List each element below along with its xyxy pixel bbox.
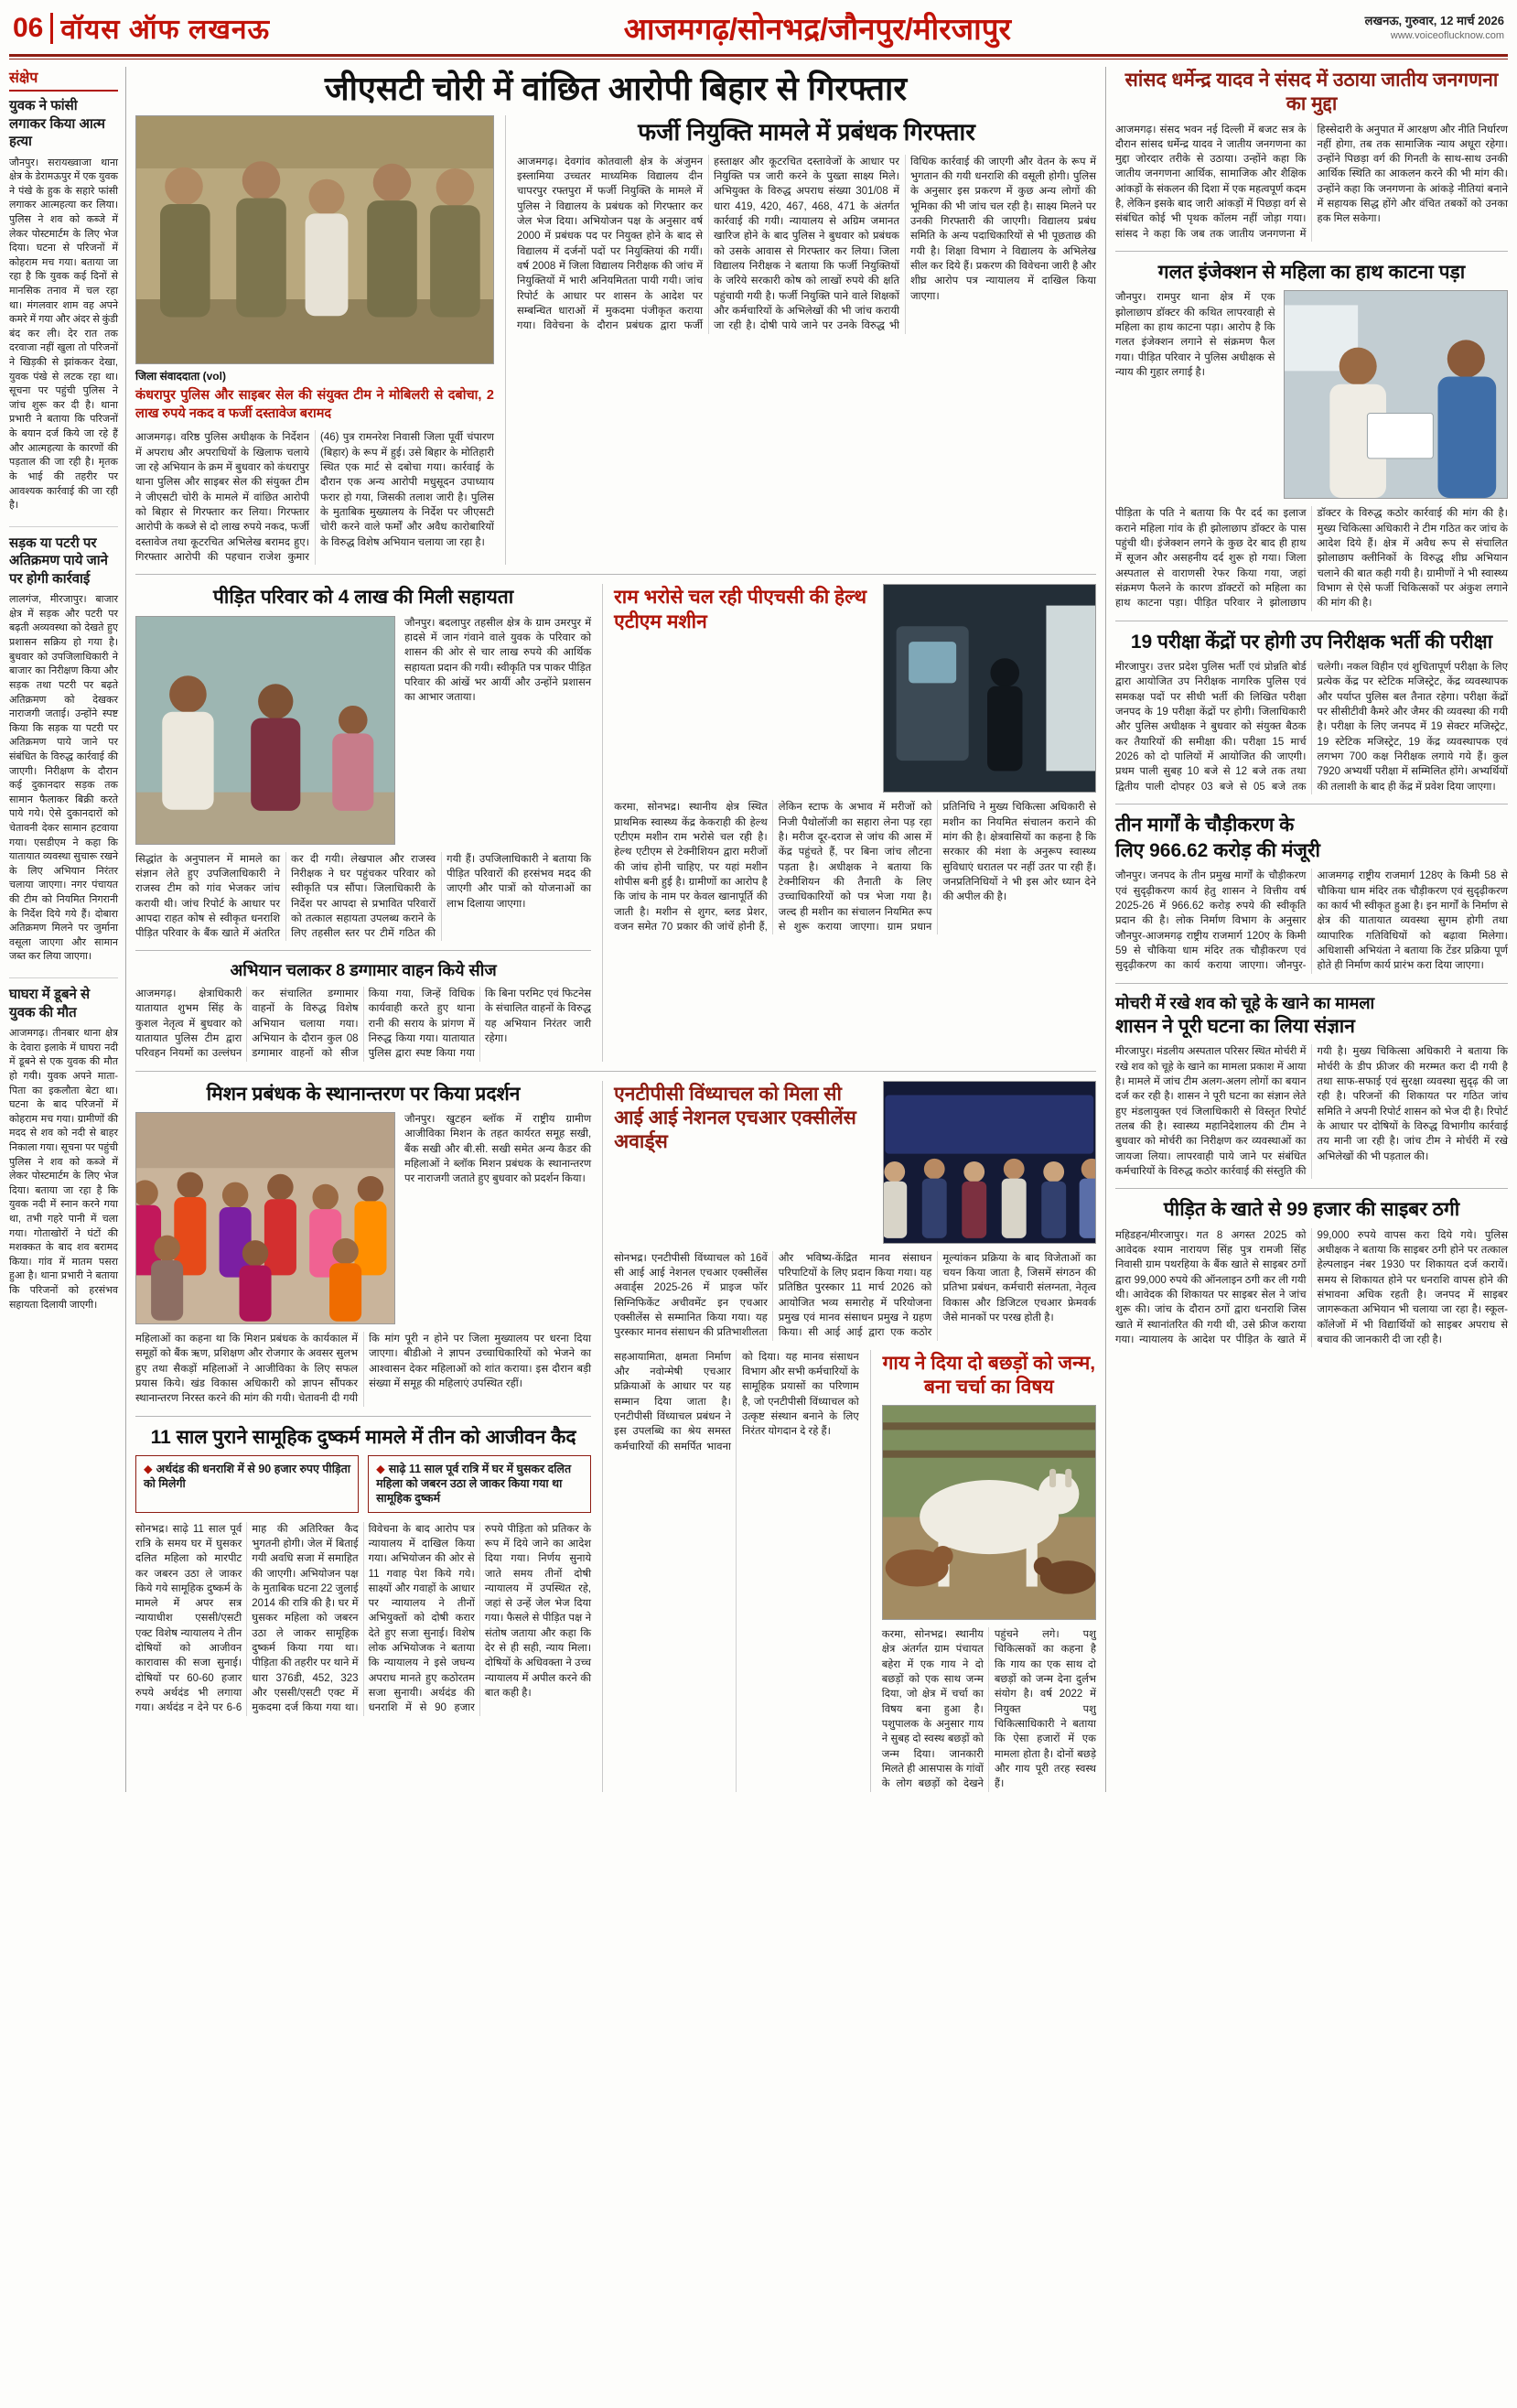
date-line: लखनऊ, गुरुवार, 12 मार्च 2026 (1364, 13, 1504, 27)
protest-photo-image (136, 1113, 394, 1323)
ntpc-award-headline: एनटीपीसी विंध्याचल को मिला सी आई आई नेशनल एचआर एक्सीलेंस अवार्ड्स (614, 1083, 856, 1153)
brief-article-drowning (9, 986, 118, 1312)
arrest-photo (135, 115, 494, 364)
divider (1115, 251, 1508, 252)
compensation-headline: पीड़ित परिवार को 4 लाख की मिली सहायता (212, 587, 514, 609)
center-middle-right (602, 584, 1096, 1061)
injection-victim-photo (1284, 290, 1508, 499)
brief-title: युवक ने फांसी लगाकर किया आत्म हत्या (9, 98, 105, 149)
protest-body: महिलाओं का कहना था कि मिशन प्रबंधक के कार्यकाल में समूहों को बैंक ऋण, प्रशिक्षण और रोजगार के अवसर सुलभ हुए तथा सैकड़ों महिलाओं ने आजीविका के लिए सफल प्रयास किये। खंड विकास अधिकारी को ज्ञापन सौंपकर स्थानान्तरण निरस्त करने की मांग की गयी। चेतावनी दी गयी कि मांग पूरी न होने पर जिला मुख्यालय पर धरना दिया जाएगा। बीडीओ ने ज्ञापन उच्चाधिकारियों को भेजने का आश्वासन देकर महिलाओं को शांत कराया। इस दौरान बड़ी संख्या में समूह की महिलाएं उपस्थित रहीं। (135, 1333, 592, 1405)
family-photo-image (136, 617, 394, 844)
fake-appointment-headline: फर्जी नियुक्ति मामले में प्रबंधक गिरफ्तार (638, 118, 975, 146)
vehicles-seized-headline: अभियान चलाकर 8 डग्गामार वाहन किये सीज (230, 961, 497, 980)
injection-body-side: जौनपुर। रामपुर थाना क्षेत्र में एक झोलाछाप डॉक्टर की कथित लापरवाही से महिला का हाथ काटना पड़ा। आरोप है कि गलत इंजेक्शन लगाने से संक्रमण फैल गया। पीड़ित परिवार ने पुलिस अधीक्षक से न्याय की गुहार लगाई है। (1115, 292, 1275, 379)
ntpc-award-body: सोनभद्र। एनटीपीसी विंध्याचल को 16वें सी आई आई नेशनल एचआर एक्सीलेंस अवार्ड्स 2025-26 में प्राइज फॉर सिग्निफिकेंट अचीवमेंट इन एचआर एक्सीलेंस से सम्मानित किया गया। यह पुरस्कार मानव संसाधन की प्रतिभाशीलता और भविष्य-केंद्रित मानव संसाधन परिपाटियों के लिए प्रदान किया गया। यह प्रतिष्ठित पुरस्कार 11 मार्च 2026 को आयोजित भव्य समारोह में परियोजना प्रमुख एवं मानव संसाधन प्रमुख ने ग्रहण किया। सी आई आई द्वारा एक कठोर मूल्यांकन प्रक्रिया के बाद विजेताओं का चयन किया जाता है, जिसमें संगठन की प्रतिभा प्रबंधन, कर्मचारी संलग्नता, नेतृत्व विकास और डिजिटल एचआर फ्रेमवर्क जैसे मानकों पर परख होती है। (614, 1252, 1096, 1339)
compensation-body-side: जौनपुर। बदलापुर तहसील क्षेत्र के ग्राम उमरपुर में हादसे में जान गंवाने वाले युवक के परिवार को शासन की ओर से चार लाख रुपये की आर्थिक सहायता प्रदान की गयी। स्वीकृति पत्र पाकर पीड़ित परिवार की आंखें भर आयीं और उन्होंने प्रशासन का आभार जताया। (403, 617, 592, 704)
roads-headline-line1: तीन मार्गों के चौड़ीकरण के (1115, 814, 1295, 836)
compensation-body: सिद्धांत के अनुपालन में मामले का संज्ञान लेते हुए उपजिलाधिकारी ने राजस्व टीम को गांव भेजकर जांच करायी थी। जांच रिपोर्ट के आधार पर आपदा राहत कोष से स्वीकृत धनराशि पीड़ित परिवार के बैंक खाते में अंतरित कर दी गयी। लेखपाल और राजस्व निरीक्षक ने घर पहुंचकर परिवार को स्वीकृति पत्र सौंपा। जिलाधिकारी के निर्देश पर आपदा से प्रभावित परिवारों को तत्काल सहायता उपलब्ध कराने के लिए तहसील स्तर पर टीमें गठित की गयी हैं। उपजिलाधिकारी ने बताया कि पीड़ित परिवारों की हरसंभव मदद की जाएगी और पात्रों को योजनाओं का लाभ दिलाया जाएगा। (135, 853, 592, 940)
morgue-body: मीरजापुर। मंडलीय अस्पताल परिसर स्थित मोर्चरी में रखे शव को चूहे के खाने का मामला प्रकाश में आया है। मामले में जांच टीम अलग-अलग लोगों का बयान दर्ज कर रही है। शासन ने पूरी घटना का संज्ञान लेते हुए मंडलायुक्त एवं जिलाधिकारी से विस्तृत रिपोर्ट तलब की है। स्वास्थ्य महानिदेशालय की टीम ने बुधवार को मोर्चरी का निरीक्षण कर व्यवस्थाओं का जायजा लिया। लापरवाही पाये जाने पर संबंधित कर्मचारियों के विरुद्ध कठोर कार्रवाई की संस्तुति की गयी है। मुख्य चिकित्सा अधिकारी ने बताया कि मोर्चरी के डीप फ्रीजर की मरम्मत करा दी गयी है तथा साफ-सफाई एवं सुरक्षा व्यवस्था सुदृढ़ की जा रही है। परिजनों की शिकायत पर गठित जांच समिति ने अपनी रिपोर्ट शासन को भेज दी है। रिपोर्ट के आधार पर दोषियों के विरुद्ध विभागीय कार्रवाई तय मानी जा रही है। जांच टीम ने मोर्चरी में रखे अभिलेखों की भी पड़ताल की। (1115, 1046, 1508, 1178)
cow-article (870, 1350, 1096, 1792)
fake-appointment-article (505, 115, 1096, 565)
morgue-article (1115, 993, 1508, 1180)
brief-title: घाघरा में डूबने से युवक की मौत (9, 987, 91, 1020)
protest-body-side: जौनपुर। खुटहन ब्लॉक में राष्ट्रीय ग्रामीण आजीविका मिशन के तहत कार्यरत समूह सखी, बैंक सखी और बी.सी. सखी समेत अन्य कैडर की महिलाओं ने ब्लॉक मिशन प्रबंधक के स्थानान्तरण पर नाराजगी जताते हुए बुधवार को प्रदर्शन किया। (403, 1113, 592, 1185)
masthead (9, 5, 1508, 52)
center-bottom-right (602, 1081, 1096, 1792)
census-body: आजमगढ़। संसद भवन नई दिल्ली में बजट सत्र के दौरान सांसद धर्मेन्द्र यादव ने जातीय जनगणना का मुद्दा जोरदार तरीके से उठाया। उन्होंने कहा कि जातीय जनगणना आर्थिक, सामाजिक और शैक्षिक आंकड़ों के संकलन की दिशा में एक महत्वपूर्ण कदम है, लेकिन इसके बाद जारी आंकड़ों में पिछड़ा वर्ग से संबंधित कोई भी पृथक कॉलम नहीं जोड़ा गया। सांसद ने कहा कि जब तक जातीय जनगणना में हिस्सेदारी के अनुपात में आरक्षण और नीति निर्धारण नहीं होगा, तब तक सामाजिक न्याय अधूरा रहेगा। उन्होंने पिछड़ा वर्ग की गिनती के साथ-साथ उनकी आर्थिक स्थिति का आकलन करने की भी मांग की। उन्होंने कहा कि जनगणना के आंकड़े नीतियां बनाने में सहायक सिद्ध होंगे और वंचित तबकों को उनका हक मिल सकेगा। (1115, 124, 1508, 240)
cyber-article (1115, 1198, 1508, 1347)
morgue-headline-line1: मोचरी में रखे शव को चूहे के खाने का मामला (1115, 993, 1375, 1012)
divider (1115, 1188, 1508, 1189)
divider (135, 574, 1096, 575)
health-atm-photo-image (884, 585, 1095, 792)
health-atm-headline: राम भरोसे चल रही पीएचसी की हेल्थ एटीएम मशीन (614, 587, 867, 632)
cow-calves-photo-image (883, 1406, 1095, 1619)
gst-arrest-left (135, 115, 494, 565)
right-column (1105, 67, 1508, 1792)
region-line: आजमगढ़/सोनभद्र/जौनपुर/मीरजापुर (623, 12, 1011, 46)
exam-article (1115, 631, 1508, 794)
masthead-rule (9, 54, 1508, 59)
rape-case-box-1-text: अर्थदंड की धनराशि में से 90 हजार रुपए पीड़िता को मिलेगी (144, 1462, 351, 1491)
injection-body: पीड़िता के पति ने बताया कि पैर दर्द का इलाज कराने महिला गांव के ही झोलाछाप डॉक्टर के पास पहुंची थी। इंजेक्शन लगने के कुछ देर बाद ही हाथ में सूजन और असहनीय दर्द शुरू हो गया। जिला अस्पताल से वाराणसी रेफर किया गया, जहां संक्रमण फैलने के कारण डॉक्टरों को महिला का हाथ काटना पड़ा। पीड़ित परिवार ने झोलाछाप डॉक्टर के विरुद्ध कठोर कार्रवाई की मांग की है। मुख्य चिकित्सा अधिकारी ने टीम गठित कर जांच के आदेश दिये हैं। क्षेत्र में अवैध रूप से संचालित झोलाछाप क्लीनिकों के विरुद्ध शीघ्र अभियान चलाने की बात कही गयी है। ग्रामीणों ने भी स्वास्थ्य विभाग से ऐसे फर्जी चिकित्सकों पर अंकुश लगाने की मांग की है। (1115, 508, 1508, 610)
center-bottom-row (135, 1081, 1096, 1792)
rape-case-box-1 (135, 1455, 359, 1513)
fake-appointment-body: आजमगढ़। देवगांव कोतवाली क्षेत्र के अंजुमन इस्लामिया उच्चतर माध्यमिक विद्यालय दीन चापरपुर रफ्तपुरा में फर्जी नियुक्ति के मामले में पुलिस ने विद्यालय के प्रबंधक को गिरफ्तार कर जेल भेज दिया। अभियोजन पक्ष के अनुसार वर्ष 2000 में प्रबंधक पद पर नियुक्त होने के बाद से विद्यालय में दर्जनों पदों पर नियुक्तियां की गयीं। वर्ष 2008 में जिला विद्यालय निरीक्षक की जांच में नियुक्तियों में भारी अनियमितता पायी गयी। जांच रिपोर्ट के आधार पर शासन के आदेश पर सम्बन्धित धाराओं में मुकदमा पंजीकृत कराया गया। विवेचना के दौरान प्रबंधक द्वारा फर्जी हस्ताक्षर और कूटरचित दस्तावेजों के आधार पर नियुक्ति पत्र जारी करने के पुख्ता साक्ष्य मिले। अभियुक्त के विरुद्ध अपराध संख्या 301/08 में धारा 419, 420, 467, 468, 471 के अंतर्गत कार्रवाई की गयी। न्यायालय से अग्रिम जमानत खारिज होने के बाद पुलिस ने बुधवार को प्रबंधक को उसके आवास से गिरफ्तार कर लिया। जिला विद्यालय निरीक्षक ने बताया कि फर्जी नियुक्तियों के जरिये सरकारी कोष को लाखों रुपये की क्षति पहुंचायी गयी है। फर्जी नियुक्ति पाने वाले शिक्षकों और कर्मचारियों के अभिलेखों की भी जांच करायी जा रही है। दोषी पाये जाने पर उनके विरुद्ध भी विधिक कार्रवाई की जाएगी और वेतन के रूप में भुगतान की गयी धनराशि की वसूली होगी। पुलिस के अनुसार इस प्रकरण में कुछ अन्य लोगों की भूमिका की भी जांच चल रही है। साक्ष्य मिलने पर उनकी गिरफ्तारी की जाएगी। विद्यालय प्रबंध समिति के अन्य पदाधिकारियों से भी पूछताछ की गयी है। शिक्षा विभाग ने विद्यालय के अभिलेख सील कर दिये हैं। प्रकरण की विवेचना जारी है और शीघ्र आरोप पत्र न्यायालय में दाखिल किया जाएगा। (517, 156, 1096, 332)
briefs-column (9, 67, 126, 1792)
exam-body: मीरजापुर। उत्तर प्रदेश पुलिस भर्ती एवं प्रोन्नति बोर्ड द्वारा आयोजित उप निरीक्षक नागरिक पुलिस एवं समकक्ष पदों पर सीधी भर्ती की लिखित परीक्षा जनपद के 19 परीक्षा केंद्रों पर होगी। जिलाधिकारी और पुलिस अधीक्षक ने बुधवार को संयुक्त बैठक कर तैयारियों की समीक्षा की। परीक्षा 15 मार्च 2026 को दो पालियों में आयोजित की जाएगी। प्रथम पाली सुबह 10 बजे से 12 बजे तक तथा द्वितीय पाली दोपहर 03 बजे से 05 बजे तक चलेगी। नकल विहीन एवं शुचितापूर्ण परीक्षा के लिए प्रत्येक केंद्र पर स्टेटिक मजिस्ट्रेट, केंद्र व्यवस्थापक और पर्याप्त पुलिस बल तैनात रहेगा। परीक्षा केंद्रों पर सीसीटीवी कैमरे और जैमर की व्यवस्था की गयी है। परीक्षा के लिए जनपद में 19 सेक्टर मजिस्ट्रेट, 19 स्टेटिक मजिस्ट्रेट, 19 केंद्र व्यवस्थापक एवं लगभग 700 कक्ष निरीक्षक लगाये गये हैं। कुल 7920 अभ्यर्थी परीक्षा में सम्मिलित होंगे। अभ्यर्थियों की तलाशी के बाद ही केंद्र में प्रवेश दिया जाएगा। (1115, 661, 1508, 793)
vehicles-seized-article (135, 960, 591, 1061)
divider (9, 977, 118, 978)
census-article (1115, 69, 1508, 242)
protest-headline: मिशन प्रबंधक के स्थानान्तरण पर किया प्रदर्शन (206, 1083, 521, 1105)
injection-headline: गलत इंजेक्शन से महिला का हाथ काटना पड़ा (1157, 262, 1466, 284)
brief-body: जौनपुर। सरायख्वाजा थाना क्षेत्र के डेरामऊपुर में एक युवक ने पंखे के हुक के सहारे फांसी लगाकर आत्महत्या कर लिया। पुलिस ने शव को कब्जे में लेकर पोस्टमार्टम के लिए भेज दिया। घटना से परिजनों में कोहराम मच गया। बताया जा रहा है कि युवक कई दिनों से मानसिक तनाव में चल रहा था। मंगलवार शाम वह अपने कमरे में गया और अंदर से कुंडी बंद कर ली। देर रात तक दरवाजा नहीं खुला तो परिजनों ने खिड़की से झांककर देखा, युवक पंखे से लटक रहा था। सूचना पर पहुंची पुलिस ने जांच शुरू कर दी है। थाना प्रभारी ने बताया कि परिजनों के बयान दर्ज किये जा रहे हैं और आत्महत्या के कारणों की पड़ताल की जा रही है। मृतक के भाई की तहरीर पर आवश्यक कार्रवाई की जा रही है। (9, 157, 118, 512)
masthead-right (1365, 14, 1504, 42)
health-atm-article (614, 584, 1096, 934)
brief-body: आजमगढ़। तीनबार थाना क्षेत्र के देवारा इलाके में घाघरा नदी में डूबने से एक युवक की मौत हो गयी। युवक अपने माता-पिता का इकलौता बेटा था। घटना के बाद परिजनों में कोहराम मच गया। ग्रामीणों की मदद से शव को नदी से बाहर निकाला गया। सूचना पर पहुंची पुलिस ने शव को कब्जे में लेकर पोस्टमार्टम के लिए भेज दिया। बताया जा रहा है कि युवक नदी में स्नान करने गया था, तभी गहरे पानी में चला गया। गोताखोरों ने घंटों की मशक्कत के बाद शव बरामद किया। गांव में मातम पसरा हुआ है। थाना प्रभारी ने बताया कि परिजनों को हरसंभव सहायता दिलायी जाएगी। (9, 1028, 118, 1311)
center-middle-row (135, 584, 1096, 1061)
rape-case-headline: 11 साल पुराने सामूहिक दुष्कर्म मामले में तीन को आजीवन कैद (150, 1426, 576, 1448)
masthead-divider (50, 13, 53, 44)
cyber-body: महिडहन/मीरजापुर। गत 8 अगस्त 2025 को आवेदक श्याम नारायण सिंह पुत्र रामजी सिंह निवासी ग्राम पथरहिया के बैंक खाते से साइबर ठगों द्वारा 99,000 रुपये की ऑनलाइन ठगी कर ली गयी थी। आवेदक की शिकायत पर साइबर सेल ने जांच शुरू की। जांच के दौरान ठगों द्वारा धनराशि जिस खाते में स्थानांतरित की गयी थी, उसे फ्रीज कराया गया। न्यायालय के आदेश पर पीड़ित के खाते में 99,000 रुपये वापस करा दिये गये। पुलिस अधीक्षक ने बताया कि साइबर ठगी होने पर तत्काल हेल्पलाइन नंबर 1930 पर शिकायत दर्ज करायें। समय से शिकायत होने पर धनराशि वापस होने की संभावना अधिक रहती है। जनपद में साइबर जागरूकता अभियान भी चलाया जा रहा है। स्कूल-कॉलेजों में भी विद्यार्थियों को साइबर अपराध से बचाव की जानकारी दी जा रही है। (1115, 1229, 1508, 1345)
divider (135, 950, 591, 951)
divider (135, 1071, 1096, 1072)
ntpc-award-article (614, 1081, 1096, 1341)
census-headline: सांसद धर्मेन्द्र यादव ने संसद में उठाया जातीय जनगणना का मुद्दा (1124, 70, 1499, 115)
diamond-bullet-icon: ◆ (144, 1462, 153, 1475)
cow-headline: गाय ने दिया दो बछड़ों को जन्म, बना चर्चा का विषय (882, 1352, 1096, 1398)
award-ceremony-photo-image (884, 1082, 1095, 1243)
rape-case-box-2 (368, 1455, 591, 1513)
roads-article (1115, 814, 1508, 974)
cyber-headline: पीड़ित के खाते से 99 हजार की साइबर ठगी (1163, 1199, 1460, 1221)
rape-case-article (135, 1426, 591, 1716)
injection-victim-photo-image (1285, 291, 1507, 498)
page-number: 06 (13, 12, 44, 43)
cow-body: करमा, सोनभद्र। स्थानीय क्षेत्र अंतर्गत ग्राम पंचायत बहेरा में एक गाय ने दो बछड़ों को एक साथ जन्म दिया, जो क्षेत्र में चर्चा का विषय बना हुआ है। पशुपालक के अनुसार गाय ने सुबह दो स्वस्थ बछड़ों को जन्म दिया। जानकारी मिलते ही आसपास के गांवों के लोग बछड़ों को देखने पहुंचने लगे। पशु चिकित्सकों का कहना है कि गाय का एक साथ दो बछड़ों को जन्म देना दुर्लभ संयोग है। वर्ष 2022 में नियुक्त पशु चिकित्साधिकारी ने बताया कि ऐसा हजारों में एक मामला होता है। दोनों बछड़े और गाय पूरी तरह स्वस्थ हैं। (881, 1629, 1096, 1790)
divider (9, 526, 118, 527)
masthead-left (13, 9, 270, 47)
exam-headline: 19 परीक्षा केंद्रों पर होगी उप निरीक्षक भर्ती की परीक्षा (1130, 631, 1493, 653)
center-column (135, 67, 1096, 1792)
divider (135, 1416, 591, 1417)
family-photo (135, 616, 395, 845)
award-ceremony-photo (883, 1081, 1096, 1244)
paper-name: वॉयस ऑफ लखनऊ (60, 15, 271, 45)
website-url: www.voiceoflucknow.com (1390, 29, 1504, 41)
protest-photo (135, 1112, 395, 1324)
center-bottom-left (135, 1081, 591, 1792)
divider (1115, 983, 1508, 984)
arrest-photo-image (136, 116, 493, 363)
brief-title: सड़क या पटरी पर अतिक्रमण पाये जाने पर होगी कार्रवाई (9, 535, 109, 587)
center-middle-left (135, 584, 591, 1061)
rape-case-box-2-text: साढ़े 11 साल पूर्व रात्रि में घर में घुसकर दलित महिला को जबरन उठा ले जाकर किया गया था सामूहिक दुष्कर्म (376, 1462, 572, 1506)
diamond-bullet-icon: ◆ (376, 1462, 385, 1475)
vehicles-seized-body: आजमगढ़। क्षेत्राधिकारी यातायात शुभम सिंह के कुशल नेतृत्व में बुधवार को यातायात पुलिस टीम द्वारा परिवहन नियमों का उल्लंघन कर संचालित डग्गामार वाहनों के विरुद्ध विशेष अभियान चलाया गया। अभियान के दौरान कुल 08 डग्गामार वाहनों को सीज किया गया, जिन्हें विधिक कार्यवाही करते हुए थाना रानी की सराय के प्रांगण में निरुद्ध किया गया। यातायात पुलिस द्वारा स्पष्ट किया गया कि बिना परमिट एवं फिटनेस के संचालित वाहनों के विरुद्ध यह अभियान निरंतर जारी रहेगा। (135, 988, 592, 1060)
brief-article-suicide (9, 97, 118, 513)
health-atm-photo (883, 584, 1096, 793)
ntpc-award-body-continued: सहआयामिता, क्षमता निर्माण और नवोन्मेषी एचआर प्रक्रियाओं के आधार पर यह सम्मान दिया जाता है। एनटीपीसी विंध्याचल प्रबंधन ने इस उपलब्धि का श्रेय समस्त कर्मचारियों की समर्पित भावना को दिया। यह मानव संसाधन विभाग और सभी कर्मचारियों के सामूहिक प्रयासों का परिणाम है, जो एनटीपीसी विंध्याचल को उत्कृष्ट संस्थान बनाने के लिए निरंतर योगदान दे रहे हैं। (614, 1351, 859, 1452)
rape-case-body: सोनभद्र। साढ़े 11 साल पूर्व रात्रि के समय घर में घुसकर दलित महिला को मारपीट कर जबरन उठा ले जाकर किये गये सामूहिक दुष्कर्म के मामले में अपर सत्र न्यायाधीश एससी/एसटी एक्ट विशेष न्यायालय ने तीन दोषियों को आजीवन कारावास की सजा सुनाई। दोषियों पर 60-60 हजार रुपये अर्थदंड भी लगाया गया। अर्थदंड न देने पर 6-6 माह की अतिरिक्त कैद भुगतनी होगी। जेल में बिताई गयी अवधि सजा में समाहित की जाएगी। अभियोजन पक्ष के मुताबिक घटना 22 जुलाई 2014 की रात्रि की है। घर में घुसकर महिला को जबरन उठा ले जाकर सामूहिक दुष्कर्म किया गया था। पीड़िता की तहरीर पर थाने में धारा 376डी, 452, 323 और एससी/एसटी एक्ट में मुकदमा दर्ज किया गया था। विवेचना के बाद आरोप पत्र न्यायालय में दाखिल किया गया। अभियोजन की ओर से 11 गवाह पेश किये गये। साक्ष्यों और गवाहों के आधार पर न्यायालय ने तीनों अभियुक्तों को दोषी करार देते हुए सजा सुनाई। विशेष लोक अभियोजक ने बताया कि न्यायालय ने इसे जघन्य अपराध मानते हुए कठोरतम सजा सुनायी। अर्थदंड की धनराशि में से 90 हजार रुपये पीड़िता को प्रतिकर के रूप में दिये जाने का आदेश दिया गया। निर्णय सुनाये जाते समय तीनों दोषी न्यायालय में उपस्थित रहे, जहां से उन्हें जेल भेज दिया गया। फैसले से पीड़ित पक्ष ने संतोष जताया और कहा कि देर से ही सही, न्याय मिला। दोषियों के अधिवक्ता ने उच्च न्यायालय में अपील करने की बात कही है। (135, 1523, 592, 1714)
gst-byline: जिला संवाददाता (vol) (135, 370, 226, 383)
roads-headline-line2: लिए 966.62 करोड़ की मंजूरी (1115, 840, 1320, 862)
protest-article (135, 1083, 591, 1407)
gst-arrest-headline: जीएसटी चोरी में वांछित आरोपी बिहार से गिरफ्तार (324, 70, 908, 107)
gst-highlight-box: कंधरापुर पुलिस और साइबर सेल की संयुक्त टीम ने मोबिलरी से दबोचा, 2 लाख रुपये नकद व फर्जी दस्तावेज बरामद (135, 388, 494, 421)
page-content (9, 67, 1508, 1792)
roads-body: जौनपुर। जनपद के तीन प्रमुख मार्गों के चौड़ीकरण एवं सुदृढ़ीकरण कार्य हेतु शासन ने वित्तीय वर्ष 2025-26 में 966.62 करोड़ रुपये की स्वीकृति प्रदान की है। लोक निर्माण विभाग के अनुसार जौनपुर-आजमगढ़ राष्ट्रीय राजमार्ग 120ए के किमी 59 से चौकिया धाम मंदिर तक चौड़ीकरण एवं सुदृढ़ीकरण का कार्य कराया जाएगा। जौनपुर-आजमगढ़ राष्ट्रीय राजमार्ग 128ए के किमी 58 से चौकिया धाम मंदिर तक चौड़ीकरण एवं सुदृढ़ीकरण का कार्य भी स्वीकृत हुआ है। इन मार्गों के निर्माण से क्षेत्र की यातायात व्यवस्था सुगम होगी तथा व्यापारिक गतिविधियों को बढ़ावा मिलेगा। अधिशासी अभियंता ने बताया कि टेंडर प्रक्रिया पूर्ण होते ही निर्माण कार्य प्रारंभ करा दिया जाएगा। (1115, 870, 1508, 972)
compensation-article (135, 586, 591, 941)
briefs-section-label: संक्षेप (9, 67, 118, 92)
gst-arrest-article (135, 69, 1096, 565)
injection-article (1115, 261, 1508, 611)
cow-calves-photo (882, 1405, 1096, 1620)
brief-article-encroachment (9, 535, 118, 965)
gst-body: आजमगढ़। वरिष्ठ पुलिस अधीक्षक के निर्देशन में अपराध और अपराधियों के खिलाफ चलाये जा रहे अभियान के क्रम में बुधवार को कंधरापुर थाना पुलिस और साइबर सेल की संयुक्त टीम ने जीएसटी चोरी के मामले में वांछित आरोपी को बिहार से गिरफ्तार कर लिया। गिरफ्तार आरोपी के कब्जे से दो लाख रुपये नकद, फर्जी दस्तावेज तथा कूटरचित अभिलेख बरामद हुए। गिरफ्तार आरोपी की पहचान राजेश कुमार (46) पुत्र रामनरेश निवासी जिला पूर्वी चंपारण (बिहार) के रूप में हुई। उसे बिहार के मोतिहारी स्थित एक मार्ट से दबोचा गया। कार्रवाई के दौरान एक अन्य आरोपी मधुसूदन उपाध्याय फरार हो गया, जिसकी तलाश जारी है। पुलिस के मुताबिक मुख्यालय के निर्देश पर जीएसटी चोरी करने वाले फर्मों और अवैध कारोबारियों के विरुद्ध विशेष अभियान चलाया जा रहा है। (135, 432, 494, 563)
brief-body: लालगंज, मीरजापुर। बाजार क्षेत्र में सड़क और पटरी पर बढ़ती अव्यवस्था को देखते हुए प्रशासन सक्रिय हो गया है। बुधवार को उपजिलाधिकारी ने बाजार का निरीक्षण किया और सड़क तथा पटरी पर बढ़ते अतिक्रमण को देखकर नाराजगी जताई। उन्होंने स्पष्ट किया कि सड़क या पटरी पर अतिक्रमण पाये जाने पर संबंधित के विरुद्ध कार्रवाई की जाएगी। निरीक्षण के दौरान कई दुकानदार सड़क तक सामान फैलाकर बिक्री करते पाये गये। ऐसे दुकानदारों को चेतावनी देकर सामान हटवाया गया। एसडीएम ने कहा कि यातायात व्यवस्था सुचारू रखने के लिए अभियान निरंतर चलाया जाएगा। नगर पंचायत की टीम को नियमित निगरानी के निर्देश दिये गये हैं। दोबारा अतिक्रमण मिलने पर जुर्माना वसूला जाएगा और सामान जब्त कर लिया जाएगा। (9, 594, 118, 963)
morgue-headline-line2: शासन ने पूरी घटना का लिया संज्ञान (1115, 1016, 1355, 1038)
health-atm-body: करमा, सोनभद्र। स्थानीय क्षेत्र स्थित प्राथमिक स्वास्थ्य केंद्र केकराही की हेल्थ एटीएम मशीन राम भरोसे चल रही है। हेल्थ एटीएम से टेक्नीशियन द्वारा मरीजों की जांच होनी चाहिए, पर यहां मशीन शोपीस बनी हुई है। ग्रामीणों का आरोप है कि जांच के नाम पर केवल खानापूर्ति की जाती है। मशीन से शुगर, ब्लड प्रेशर, वजन समेत 70 प्रकार की जांचें होनी हैं, लेकिन स्टाफ के अभाव में मरीजों को निजी पैथोलॉजी का सहारा लेना पड़ रहा है। मरीज दूर-दराज से जांच की आस में केंद्र पहुंचते हैं, पर बिना जांच लौटना पड़ता है। अधीक्षक ने बताया कि टेक्नीशियन की तैनाती के लिए उच्चाधिकारियों को पत्र भेजा गया है। जल्द ही मशीन का संचालन नियमित रूप से शुरू कराया जाएगा। ग्राम प्रधान प्रतिनिधि ने मुख्य चिकित्सा अधिकारी से मशीन का नियमित संचालन कराने की मांग की है। क्षेत्रवासियों का कहना है कि सरकार की मंशा के अनुरूप स्वास्थ्य सुविधाएं धरातल पर नहीं उतर पा रही हैं। जनप्रतिनिधियों ने भी इस ओर ध्यान देने की अपील की है। (614, 802, 1096, 933)
